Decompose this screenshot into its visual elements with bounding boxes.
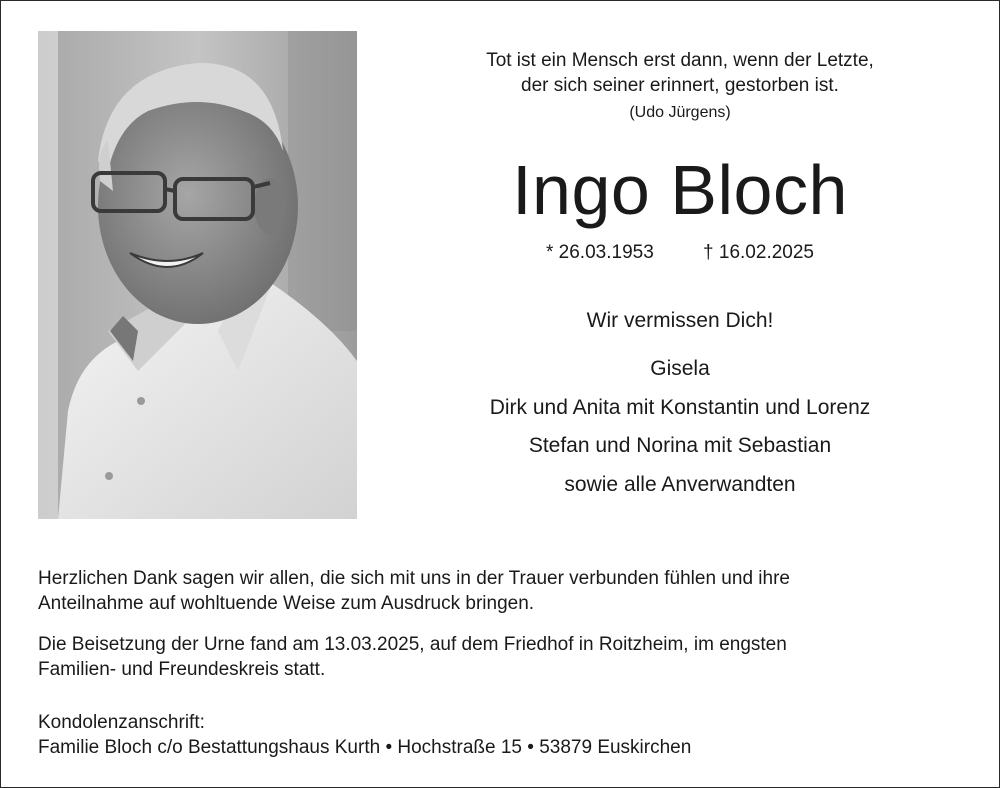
farewell-message: Wir vermissen Dich! [586,309,774,332]
death-date: † 16.02.2025 [703,242,814,263]
mourner-line: Gisela [650,357,710,380]
mourner-line: sowie alle Anverwandten [564,472,796,496]
birth-date: * 26.03.1953 [546,242,654,263]
condolence-label: Kondolenzanschrift: [38,712,205,733]
deceased-name: Ingo Bloch [512,151,848,229]
portrait-photo [38,31,357,519]
condolence-address-line: Familie Bloch c/o Bestattungshaus Kurth • Hochstraße 15 • 53879 Euskirchen [38,737,692,758]
thanks-line: Anteilnahme auf wohltuende Weise zum Ausdruck bringen. [38,593,535,614]
mourner-line: Stefan und Norina mit Sebastian [528,434,832,457]
thanks-paragraph [38,566,968,616]
quote-line: Tot ist ein Mensch erst dann, wenn der Letzte, [486,50,874,71]
quote-author: (Udo Jürgens) [629,104,731,121]
life-dates [380,241,980,265]
quote-line: der sich seiner erinnert, gestorben ist. [521,75,839,96]
burial-line: Familien- und Freundeskreis statt. [38,659,326,680]
mourners-list [380,350,980,504]
burial-line: Die Beisetzung der Urne fand am 13.03.2025, auf dem Friedhof in Roitzheim, im engsten [38,634,787,655]
thanks-line: Herzlichen Dank sagen wir allen, die sich mit uns in der Trauer verbunden fühlen und ihre [38,568,790,589]
condolence-address [38,710,968,760]
burial-paragraph [38,632,968,682]
quote [380,48,980,98]
obituary-main [380,31,980,504]
mourner-line: Dirk und Anita mit Konstantin und Lorenz [489,395,871,419]
